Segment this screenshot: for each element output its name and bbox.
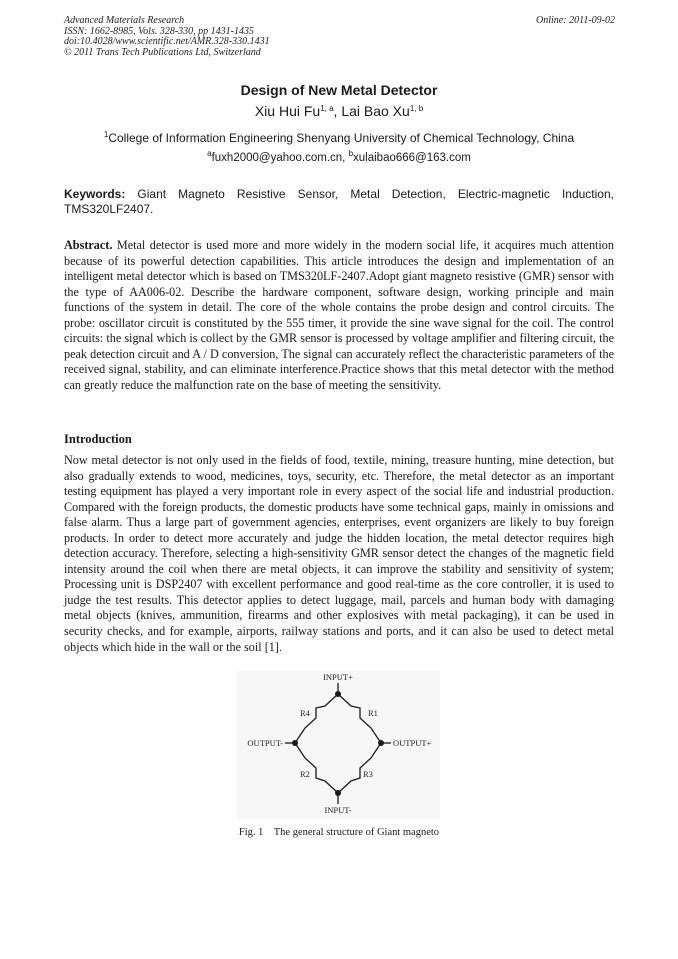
abstract-label: Abstract. [64, 238, 113, 252]
node-top [335, 691, 341, 697]
abstract-text: Metal detector is used more and more widely in the modern social life, it acquires much attention because of its powerful detection capabilities. This article introduces the design and implementation of an intelligent metal detector which is based on TMS320LF-2407.Adopt giant magneto resistive (GMR) sensor with the type of AA006-02. Describe the hardware component, software design, working principle and main functions of the system in detail. The core of the whole contains the probe design and control circuits. The probe: oscillator circuit is constituted by the 555 timer, it provide the sine wave signal for the coil. The control circuits: the signal which is collect by the GMR sensor is processed by voltage amplifier and filtering circuit, the peak detection circuit and A / D conversion, The signal can accurately reflect the characteristic parameters of the received signal, stability, and can eliminate interference.Practice shows that this metal detector with the method can greatly reduce the malfunction rate on the base of meeting the sensitivity. [64, 238, 614, 392]
label-input-plus: INPUT+ [323, 672, 353, 682]
author-1-name: Xiu Hui Fu [254, 103, 321, 119]
label-output-minus: OUTPUT- [247, 738, 283, 748]
label-r1: R1 [368, 708, 378, 718]
email-a: fuxh2000@yahoo.com.cn, [211, 152, 349, 164]
figure-caption: Fig. 1 The general structure of Giant magneto [238, 827, 440, 838]
keywords-label: Keywords: [64, 187, 126, 201]
affiliation-text: College of Information Engineering Shenyang University of Chemical Technology, China [108, 131, 575, 145]
abstract [64, 238, 614, 393]
label-r4: R4 [300, 708, 310, 718]
node-right [378, 740, 384, 746]
label-input-minus: INPUT- [324, 805, 352, 815]
label-r2: R2 [300, 769, 310, 779]
introduction-paragraph: Now metal detector is not only used in the fields of food, textile, mining, treasure hunting, mine detection, but also gradually extends to wood, medicines, toys, security, etc. Therefore, the metal detector as an important testing equipment has played a very important role in every aspect of the social life and industrial production. Compared with the foreign products, the domestic products have some technical gaps, mainly in omissions and false alarm. Thus a large part of government agencies, enterprises, event organizers are likely to buy foreign products. In order to detect more accurately and judge the hidden location, the metal detector requires high detection accuracy. Therefore, selecting a high-sensitivity GMR sensor detect the changes of the magnetic field intensity around the coil when there are metal objects, it can improve the stability and sensitivity of system; Processing unit is DSP2407 with excellent performance and good real-time as the core controller, it is used to judge the test results. This detector applies to detect luggage, mail, parcels and human body with damaging metal objects (knives, ammunition, firearms and other explosives with metal packaging), it can be used in security checks, and for example, airports, railway stations and ports, and it can also be used to detect metal objects which hide in the wall or the soil [1]. [64, 453, 614, 654]
journal-header [64, 16, 270, 58]
issn-line: ISSN: 1662-8985, Vols. 328-330, pp 1431-1435 [64, 25, 254, 37]
email-b: xulaibao666@163.com [353, 152, 471, 164]
label-r3: R3 [363, 769, 373, 779]
author-emails [0, 149, 678, 164]
author-list [0, 103, 678, 119]
online-date: Online: 2011-09-02 [536, 15, 615, 26]
affiliation [0, 131, 678, 145]
affiliation-sup: 1 [103, 130, 109, 139]
journal-name: Advanced Materials Research [64, 15, 185, 26]
email-b-sup: b [348, 149, 354, 158]
paper-title: Design of New Metal Detector [240, 82, 438, 98]
introduction-heading: Introduction [64, 432, 132, 446]
copyright-line: © 2011 Trans Tech Publications Ltd, Switzerland [64, 46, 261, 58]
keywords [64, 187, 614, 217]
author-2-sup: 1, b [409, 104, 424, 113]
author-separator: , [333, 103, 342, 119]
keywords-text: Giant Magneto Resistive Sensor, Metal Detection, Electric-magnetic Induction, TMS320LF2407. [64, 187, 614, 216]
gmr-bridge-figure [237, 671, 440, 819]
label-output-plus: OUTPUT+ [393, 738, 432, 748]
author-1-sup: 1, a [320, 104, 334, 113]
email-a-sup: a [207, 149, 212, 158]
doi-line: doi:10.4028/www.scientific.net/AMR.328-330.1431 [64, 36, 270, 47]
node-left [292, 740, 298, 746]
node-bottom [335, 790, 341, 796]
author-2-name: Lai Bao Xu [341, 103, 410, 119]
